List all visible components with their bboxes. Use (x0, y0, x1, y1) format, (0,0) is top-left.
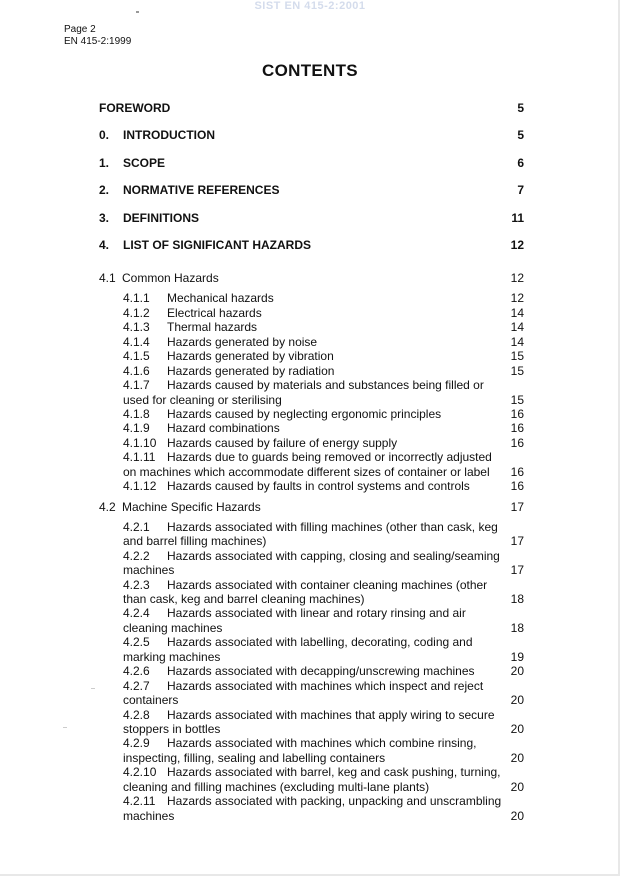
toc-entry-number: 4.2.2 (123, 548, 150, 563)
toc-subentry-line (123, 520, 524, 534)
toc-entry-title-cont: machines (123, 808, 175, 823)
toc-entry-number: 4.1.5 (123, 349, 150, 364)
toc-entry-page: 5 (517, 128, 524, 143)
toc-entry-number: 4.1.9 (123, 421, 150, 436)
toc-entry-number: 4.1 (99, 271, 116, 286)
toc-entry-title-cont: cleaning machines (123, 620, 223, 635)
toc-entry-number: 4.1.2 (123, 305, 150, 320)
toc-entry-number: 4.2.4 (123, 606, 150, 621)
toc-entry-title: Hazards caused by faults in control systems and controls (167, 479, 470, 494)
toc-entry-number: 4.1.4 (123, 334, 150, 349)
toc-entry-title: Hazards associated with labelling, decorating, coding and (167, 635, 473, 650)
toc-entry-number: 4.2.9 (123, 736, 150, 751)
toc-subentry-line (123, 407, 524, 421)
toc-entry-title-cont: inspecting, filling, sealing and labelling containers (123, 750, 386, 765)
toc-entry-page: 12 (510, 271, 524, 286)
toc-entry-number: 4.1.11 (123, 450, 156, 465)
toc-entry-page: 16 (510, 435, 524, 450)
toc-entry-number: 0. (99, 128, 110, 143)
toc-section-entry[interactable] (99, 500, 524, 514)
toc-entry-number: 4.1.6 (123, 363, 150, 378)
toc-subentry-continuation (123, 621, 524, 635)
toc-subentry-continuation (123, 534, 524, 548)
toc-subentry[interactable] (123, 407, 524, 421)
toc-subentry-continuation (123, 809, 524, 823)
toc-entry-page: 20 (510, 722, 524, 737)
toc-entry-page: 7 (517, 183, 524, 198)
toc-entry-number: 4.2.1 (123, 519, 150, 534)
toc-subentry[interactable] (123, 606, 524, 635)
toc-entry-number: 2. (99, 183, 110, 198)
toc-subentry[interactable] (123, 664, 524, 678)
toc-entry-title: Hazards associated with linear and rotary rinsing and air (167, 606, 466, 621)
toc-entry-title-cont: marking machines (123, 649, 221, 664)
toc-subentry-line (123, 306, 524, 320)
toc-subentry[interactable] (123, 479, 524, 493)
toc-entry-title: Hazards associated with capping, closing and sealing/seaming (167, 548, 500, 563)
toc-subentry-continuation (123, 650, 524, 664)
toc-subentry[interactable] (123, 520, 524, 549)
toc-entry-page: 14 (510, 334, 524, 349)
toc-subentry-continuation (123, 393, 524, 407)
toc-entry-title: Hazards caused by materials and substances being filled or (167, 378, 484, 393)
toc-subentry[interactable] (123, 708, 524, 737)
toc-entry-title: Hazards generated by noise (167, 334, 318, 349)
toc-entry-title: LIST OF SIGNIFICANT HAZARDS (123, 237, 311, 252)
toc-entry-number: 3. (99, 210, 110, 225)
toc-subentry[interactable] (123, 450, 524, 479)
toc-entry-title-cont: on machines which accommodate different sizes of container or label (123, 464, 490, 479)
toc-entry-page: 17 (510, 563, 524, 578)
toc-entry-title-cont: and barrel filling machines) (123, 534, 267, 549)
toc-entry-title: Common Hazards (122, 271, 219, 286)
toc-entry-title-cont: cleaning and filling machines (excluding multi-lane plants) (123, 779, 430, 794)
toc-subentry-list (99, 291, 524, 493)
toc-entry-title: Hazards associated with machines which inspect and reject (167, 678, 484, 693)
toc-major-entry[interactable] (99, 156, 524, 183)
toc-entry-number: 1. (99, 155, 110, 170)
toc-entry-number: 4.2.8 (123, 707, 150, 722)
toc-major-entry[interactable] (99, 183, 524, 210)
toc-subentry[interactable] (123, 335, 524, 349)
toc-entry-title: Hazards associated with filling machines (other than cask, keg (167, 519, 498, 534)
toc-subentry[interactable] (123, 765, 524, 794)
toc-subentry[interactable] (123, 635, 524, 664)
toc-subentry-line (123, 436, 524, 450)
toc-entry-page: 12 (510, 291, 524, 306)
toc-entry-title: Thermal hazards (167, 320, 258, 335)
toc-subentry-continuation (123, 563, 524, 577)
toc-entry-title-cont: used for cleaning or sterilising (123, 392, 282, 407)
toc-entry-number: 4.1.7 (123, 378, 150, 393)
toc-entry-page: 19 (510, 649, 524, 664)
toc-entry-page: 11 (511, 210, 524, 225)
toc-subentry-line (123, 736, 524, 750)
toc-entry-title-cont: than cask, keg and barrel cleaning machines) (123, 591, 365, 606)
toc-subentry-line (123, 335, 524, 349)
toc-entry-title: Hazards due to guards being removed or incorrectly adjusted (167, 450, 492, 465)
toc-entry-title-cont: machines (123, 563, 175, 578)
toc-major-entry[interactable] (99, 238, 524, 265)
toc-subentry-line (123, 708, 524, 722)
toc-entry-page: 15 (510, 349, 524, 364)
toc-subentry-continuation (123, 693, 524, 707)
toc-entry-title: Hazards caused by failure of energy supply (167, 435, 398, 450)
toc-entry-page: 14 (510, 305, 524, 320)
toc-entry-page: 5 (517, 101, 524, 115)
toc-entry-title: Hazards associated with packing, unpacking and unscrambling (167, 794, 502, 809)
toc-entry-page: 20 (510, 808, 524, 823)
toc-subentry-line (123, 320, 524, 334)
toc-entry-title: Machine Specific Hazards (122, 499, 261, 514)
toc-subentry-line (123, 378, 524, 392)
toc-entry-number: 4.1.1 (123, 291, 150, 306)
table-of-contents (99, 101, 524, 823)
toc-entry-page: 12 (510, 237, 524, 252)
toc-entry-page: 20 (510, 664, 524, 679)
toc-subentry[interactable] (123, 436, 524, 450)
toc-entry-number: 4.1.12 (123, 479, 157, 494)
toc-entry-page: 18 (510, 591, 524, 606)
toc-entry-title: Hazards associated with machines that apply wiring to secure (167, 707, 495, 722)
toc-major-entry[interactable] (99, 211, 524, 238)
toc-entry-title: SCOPE (123, 155, 166, 170)
toc-major-entry[interactable] (99, 101, 524, 128)
toc-entry-title: Hazards generated by radiation (167, 363, 335, 378)
toc-entry-title: Hazards associated with barrel, keg and cask pushing, turning, (167, 765, 501, 780)
toc-subentry-continuation (123, 722, 524, 736)
toc-subentry-continuation (123, 465, 524, 479)
toc-subentry-line (123, 578, 524, 592)
toc-subentry[interactable] (123, 736, 524, 765)
toc-entry-number: 4.2.5 (123, 635, 150, 650)
standard-id: EN 415-2:1999 (64, 36, 132, 47)
toc-subentry[interactable] (123, 578, 524, 607)
toc-entry-page: 20 (510, 693, 524, 708)
toc-entry-page: 17 (510, 534, 524, 549)
toc-subentry[interactable] (123, 364, 524, 378)
toc-entry-page: 16 (510, 406, 524, 421)
watermark: SIST EN 415-2:2001 (254, 0, 366, 12)
toc-entry-number: 4.2.10 (123, 765, 157, 780)
toc-section-entry[interactable] (99, 271, 524, 285)
toc-entry-number: 4.2.6 (123, 664, 150, 679)
scan-speck (136, 11, 139, 13)
page-header (64, 24, 131, 48)
toc-entry-title: Hazards associated with decapping/unscrewing machines (167, 664, 475, 679)
toc-entry-number: 4.1.3 (123, 320, 150, 335)
toc-subentry[interactable] (123, 349, 524, 363)
toc-entry-title: Mechanical hazards (167, 291, 274, 306)
toc-subentry[interactable] (123, 679, 524, 708)
toc-subentry-line (123, 679, 524, 693)
toc-entry-title: Hazards associated with machines which combine rinsing, (167, 736, 477, 751)
toc-entry-page: 17 (510, 499, 524, 514)
toc-subentry[interactable] (123, 306, 524, 320)
toc-entry-number: 4.2.7 (123, 678, 150, 693)
toc-subentry[interactable] (123, 378, 524, 407)
toc-entry-title: Hazard combinations (167, 421, 280, 436)
toc-subentry-continuation (123, 780, 524, 794)
toc-entry-page: 20 (510, 779, 524, 794)
toc-entry-number: 4.1.10 (123, 435, 157, 450)
toc-entry-title: INTRODUCTION (123, 128, 215, 143)
toc-subentry[interactable] (123, 549, 524, 578)
scan-mark (91, 688, 95, 689)
toc-entry-title: NORMATIVE REFERENCES (123, 183, 280, 198)
toc-subentry-line (123, 635, 524, 649)
toc-entry-number: 4.2.3 (123, 577, 150, 592)
toc-entry-title: FOREWORD (99, 101, 171, 115)
toc-subentry-list (99, 520, 524, 824)
toc-entry-page: 14 (510, 320, 524, 335)
toc-entry-title: Hazards caused by neglecting ergonomic principles (167, 406, 442, 421)
toc-subentry-line (123, 606, 524, 620)
toc-subentry[interactable] (123, 291, 524, 305)
toc-entry-page: 15 (510, 363, 524, 378)
toc-entry-title: DEFINITIONS (123, 210, 200, 225)
toc-subentry-continuation (123, 592, 524, 606)
toc-entry-page: 16 (510, 464, 524, 479)
page-number: Page 2 (64, 24, 96, 35)
toc-entry-title: Electrical hazards (167, 305, 262, 320)
toc-major-entry[interactable] (99, 128, 524, 155)
toc-entry-number: 4.1.8 (123, 406, 150, 421)
toc-entry-number: 4. (99, 237, 110, 252)
toc-subentry[interactable] (123, 421, 524, 435)
toc-subentry-line (123, 765, 524, 779)
toc-subentry-line (123, 664, 524, 678)
toc-entry-page: 6 (517, 155, 524, 170)
toc-subentry-line (123, 794, 524, 808)
toc-entry-page: 15 (510, 392, 524, 407)
toc-subentry-line (123, 421, 524, 435)
toc-subentry-line (123, 349, 524, 363)
toc-subentry[interactable] (123, 320, 524, 334)
toc-entry-page: 16 (510, 479, 524, 494)
page-title: CONTENTS (262, 61, 358, 80)
toc-subentry-line (123, 364, 524, 378)
toc-entry-title: Hazards associated with container cleaning machines (other (167, 577, 488, 592)
toc-entry-number: 4.2 (99, 499, 116, 514)
toc-entry-page: 16 (510, 421, 524, 436)
toc-subentry-line (123, 549, 524, 563)
toc-entry-title-cont: stoppers in bottles (123, 722, 221, 737)
toc-entry-title-cont: containers (123, 693, 179, 708)
toc-subentry-line (123, 291, 524, 305)
toc-subentry-line (123, 479, 524, 493)
toc-subentry-line (123, 450, 524, 464)
toc-entry-title: Hazards generated by vibration (167, 349, 334, 364)
scan-mark (63, 727, 67, 728)
toc-subentry[interactable] (123, 794, 524, 823)
toc-subentry-continuation (123, 751, 524, 765)
toc-entry-page: 20 (510, 750, 524, 765)
toc-entry-page: 18 (510, 620, 524, 635)
toc-entry-number: 4.2.11 (123, 794, 156, 809)
